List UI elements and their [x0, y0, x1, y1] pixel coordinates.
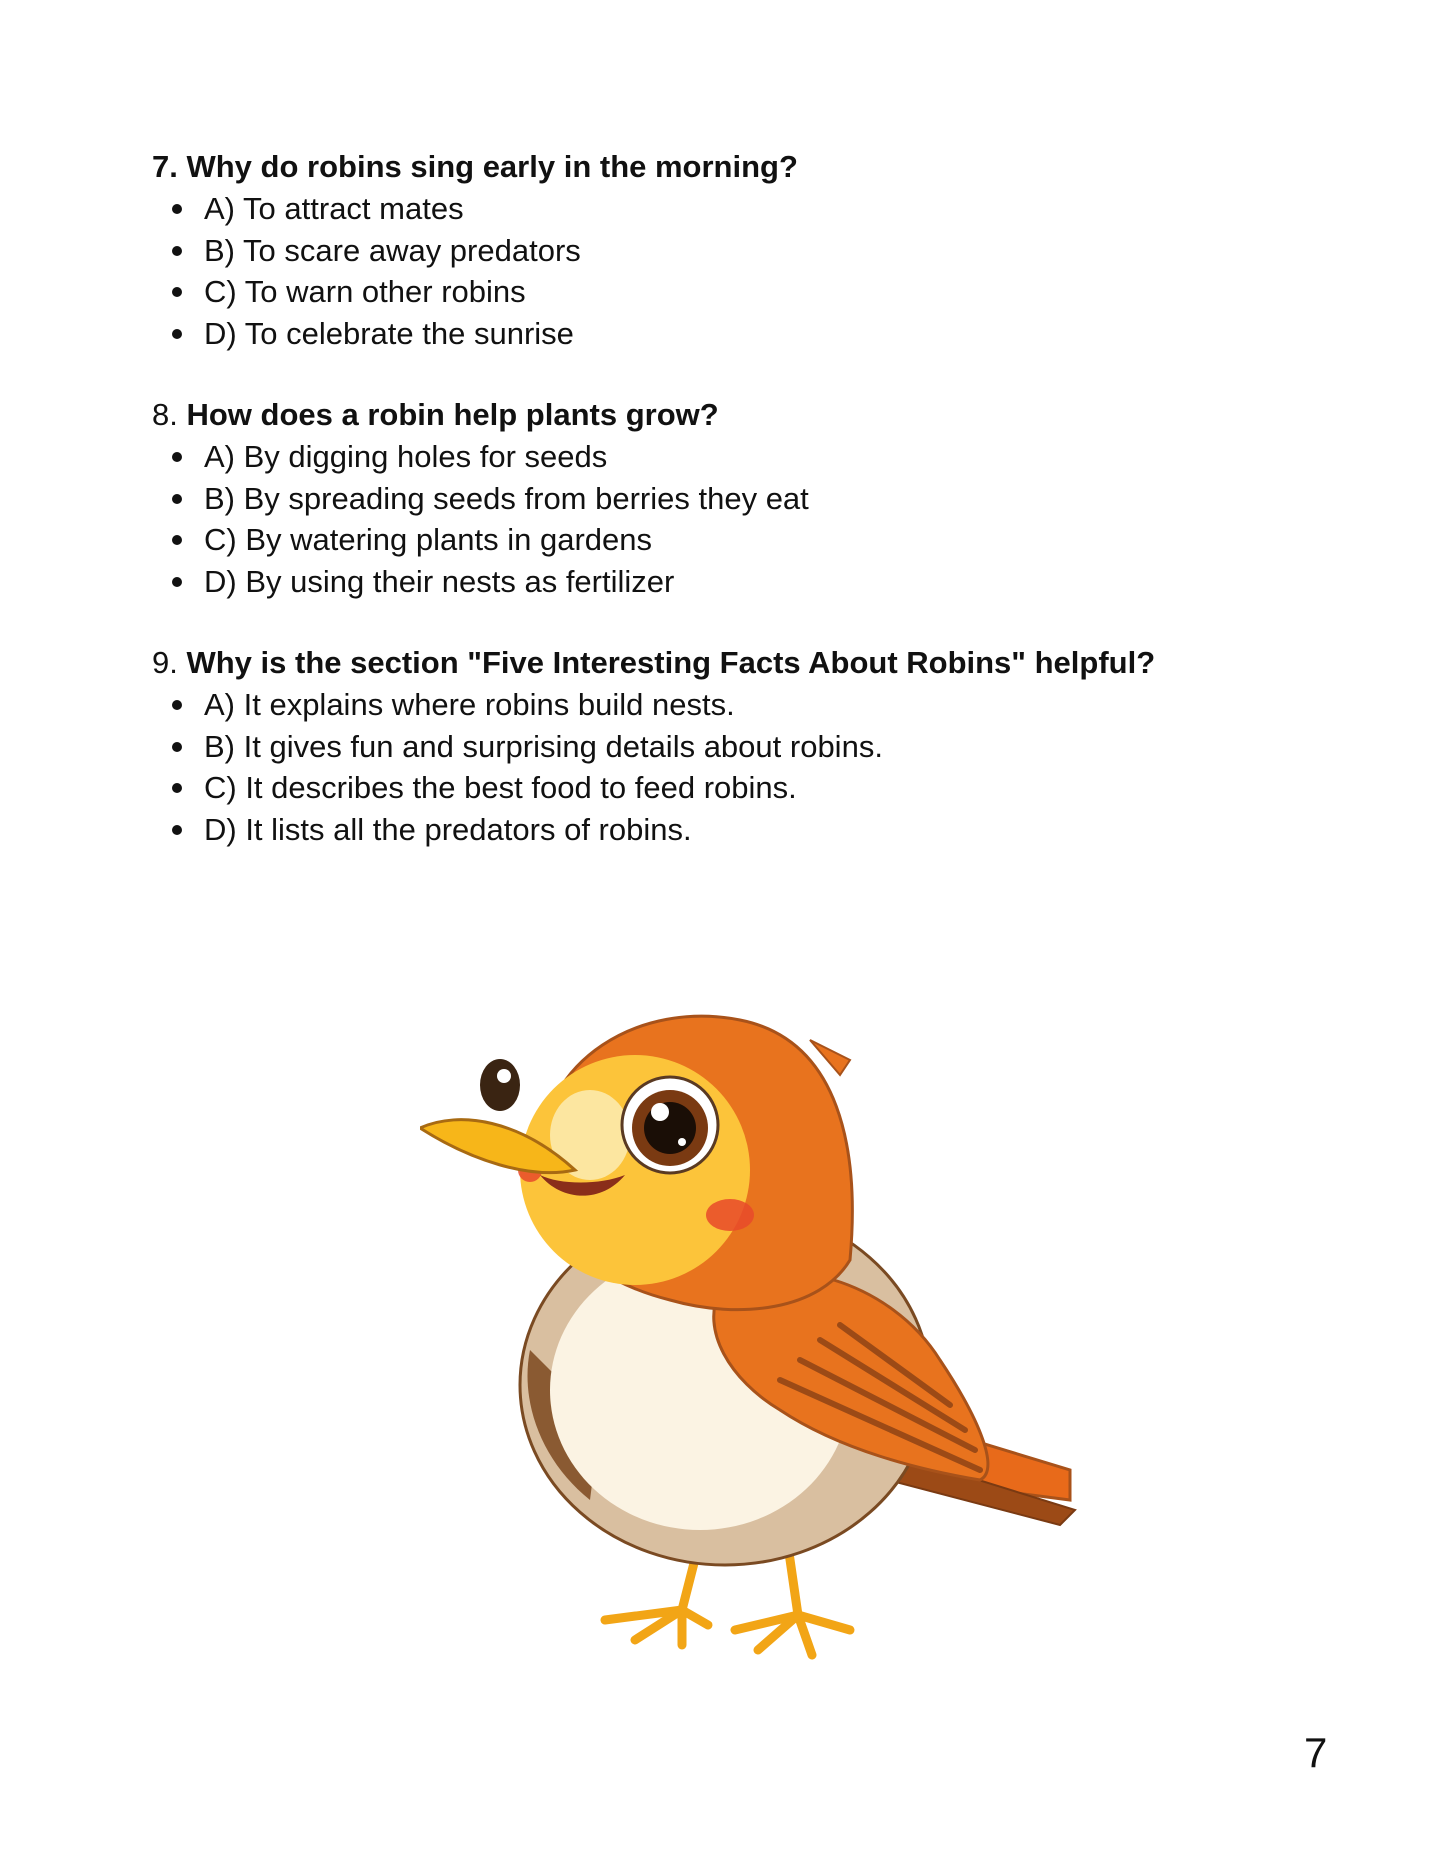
bullet-icon: [172, 329, 182, 339]
option-text: B) By spreading seeds from berries they eat: [204, 480, 809, 516]
page-number: 7: [1304, 1729, 1328, 1776]
bullet-icon: [172, 287, 182, 297]
option-text: D) It lists all the predators of robins.: [204, 811, 692, 847]
question-text: Why do robins sing early in the morning?: [186, 149, 798, 184]
option-text: B) It gives fun and surprising details about robins.: [204, 728, 883, 764]
option-text: D) By using their nests as fertilizer: [204, 563, 675, 599]
answer-options: [152, 188, 1332, 354]
option-a: [172, 188, 1332, 230]
bullet-icon: [172, 577, 182, 587]
question-7: [152, 146, 1332, 354]
option-d: [172, 561, 1332, 603]
question-number: 7.: [152, 149, 178, 184]
option-text: A) It explains where robins build nests.: [204, 687, 735, 722]
question-number: 8.: [152, 397, 178, 432]
bullet-icon: [172, 204, 182, 214]
robin-illustration: [420, 1000, 1120, 1680]
bullet-icon: [172, 742, 182, 752]
option-b: [172, 230, 1332, 272]
option-text: B) To scare away predators: [204, 232, 581, 268]
option-d: [172, 809, 1332, 851]
question-title: [152, 146, 1332, 188]
bullet-icon: [172, 535, 182, 545]
answer-options: [152, 684, 1332, 850]
option-c: [172, 271, 1332, 313]
question-9: [152, 642, 1332, 850]
robin-eye: [480, 1059, 520, 1111]
option-a: [172, 684, 1332, 726]
question-title: [152, 642, 1332, 684]
option-text: C) To warn other robins: [204, 274, 526, 309]
bullet-icon: [172, 783, 182, 793]
bullet-icon: [172, 494, 182, 504]
question-8: [152, 394, 1332, 602]
question-text: How does a robin help plants grow?: [186, 397, 719, 432]
question-number: 9.: [152, 645, 178, 680]
option-d: [172, 313, 1332, 355]
option-c: [172, 767, 1332, 809]
option-b: [172, 478, 1332, 520]
option-a: [172, 436, 1332, 478]
option-text: C) By watering plants in gardens: [204, 522, 653, 557]
question-title: [152, 394, 1332, 436]
bullet-icon: [172, 700, 182, 710]
question-text: Why is the section "Five Interesting Facts About Robins" helpful?: [186, 645, 1156, 680]
bullet-icon: [172, 246, 182, 256]
option-text: C) It describes the best food to feed robins.: [204, 770, 797, 805]
option-c: [172, 519, 1332, 561]
bullet-icon: [172, 825, 182, 835]
option-text: D) To celebrate the sunrise: [204, 315, 574, 351]
option-text: A) By digging holes for seeds: [204, 439, 608, 474]
option-b: [172, 726, 1332, 768]
robin-icon: [420, 1000, 1120, 1680]
answer-options: [152, 436, 1332, 602]
robin-cheek: [706, 1199, 754, 1231]
option-text: A) To attract mates: [204, 191, 464, 226]
bullet-icon: [172, 452, 182, 462]
questions-list: [152, 146, 1332, 890]
